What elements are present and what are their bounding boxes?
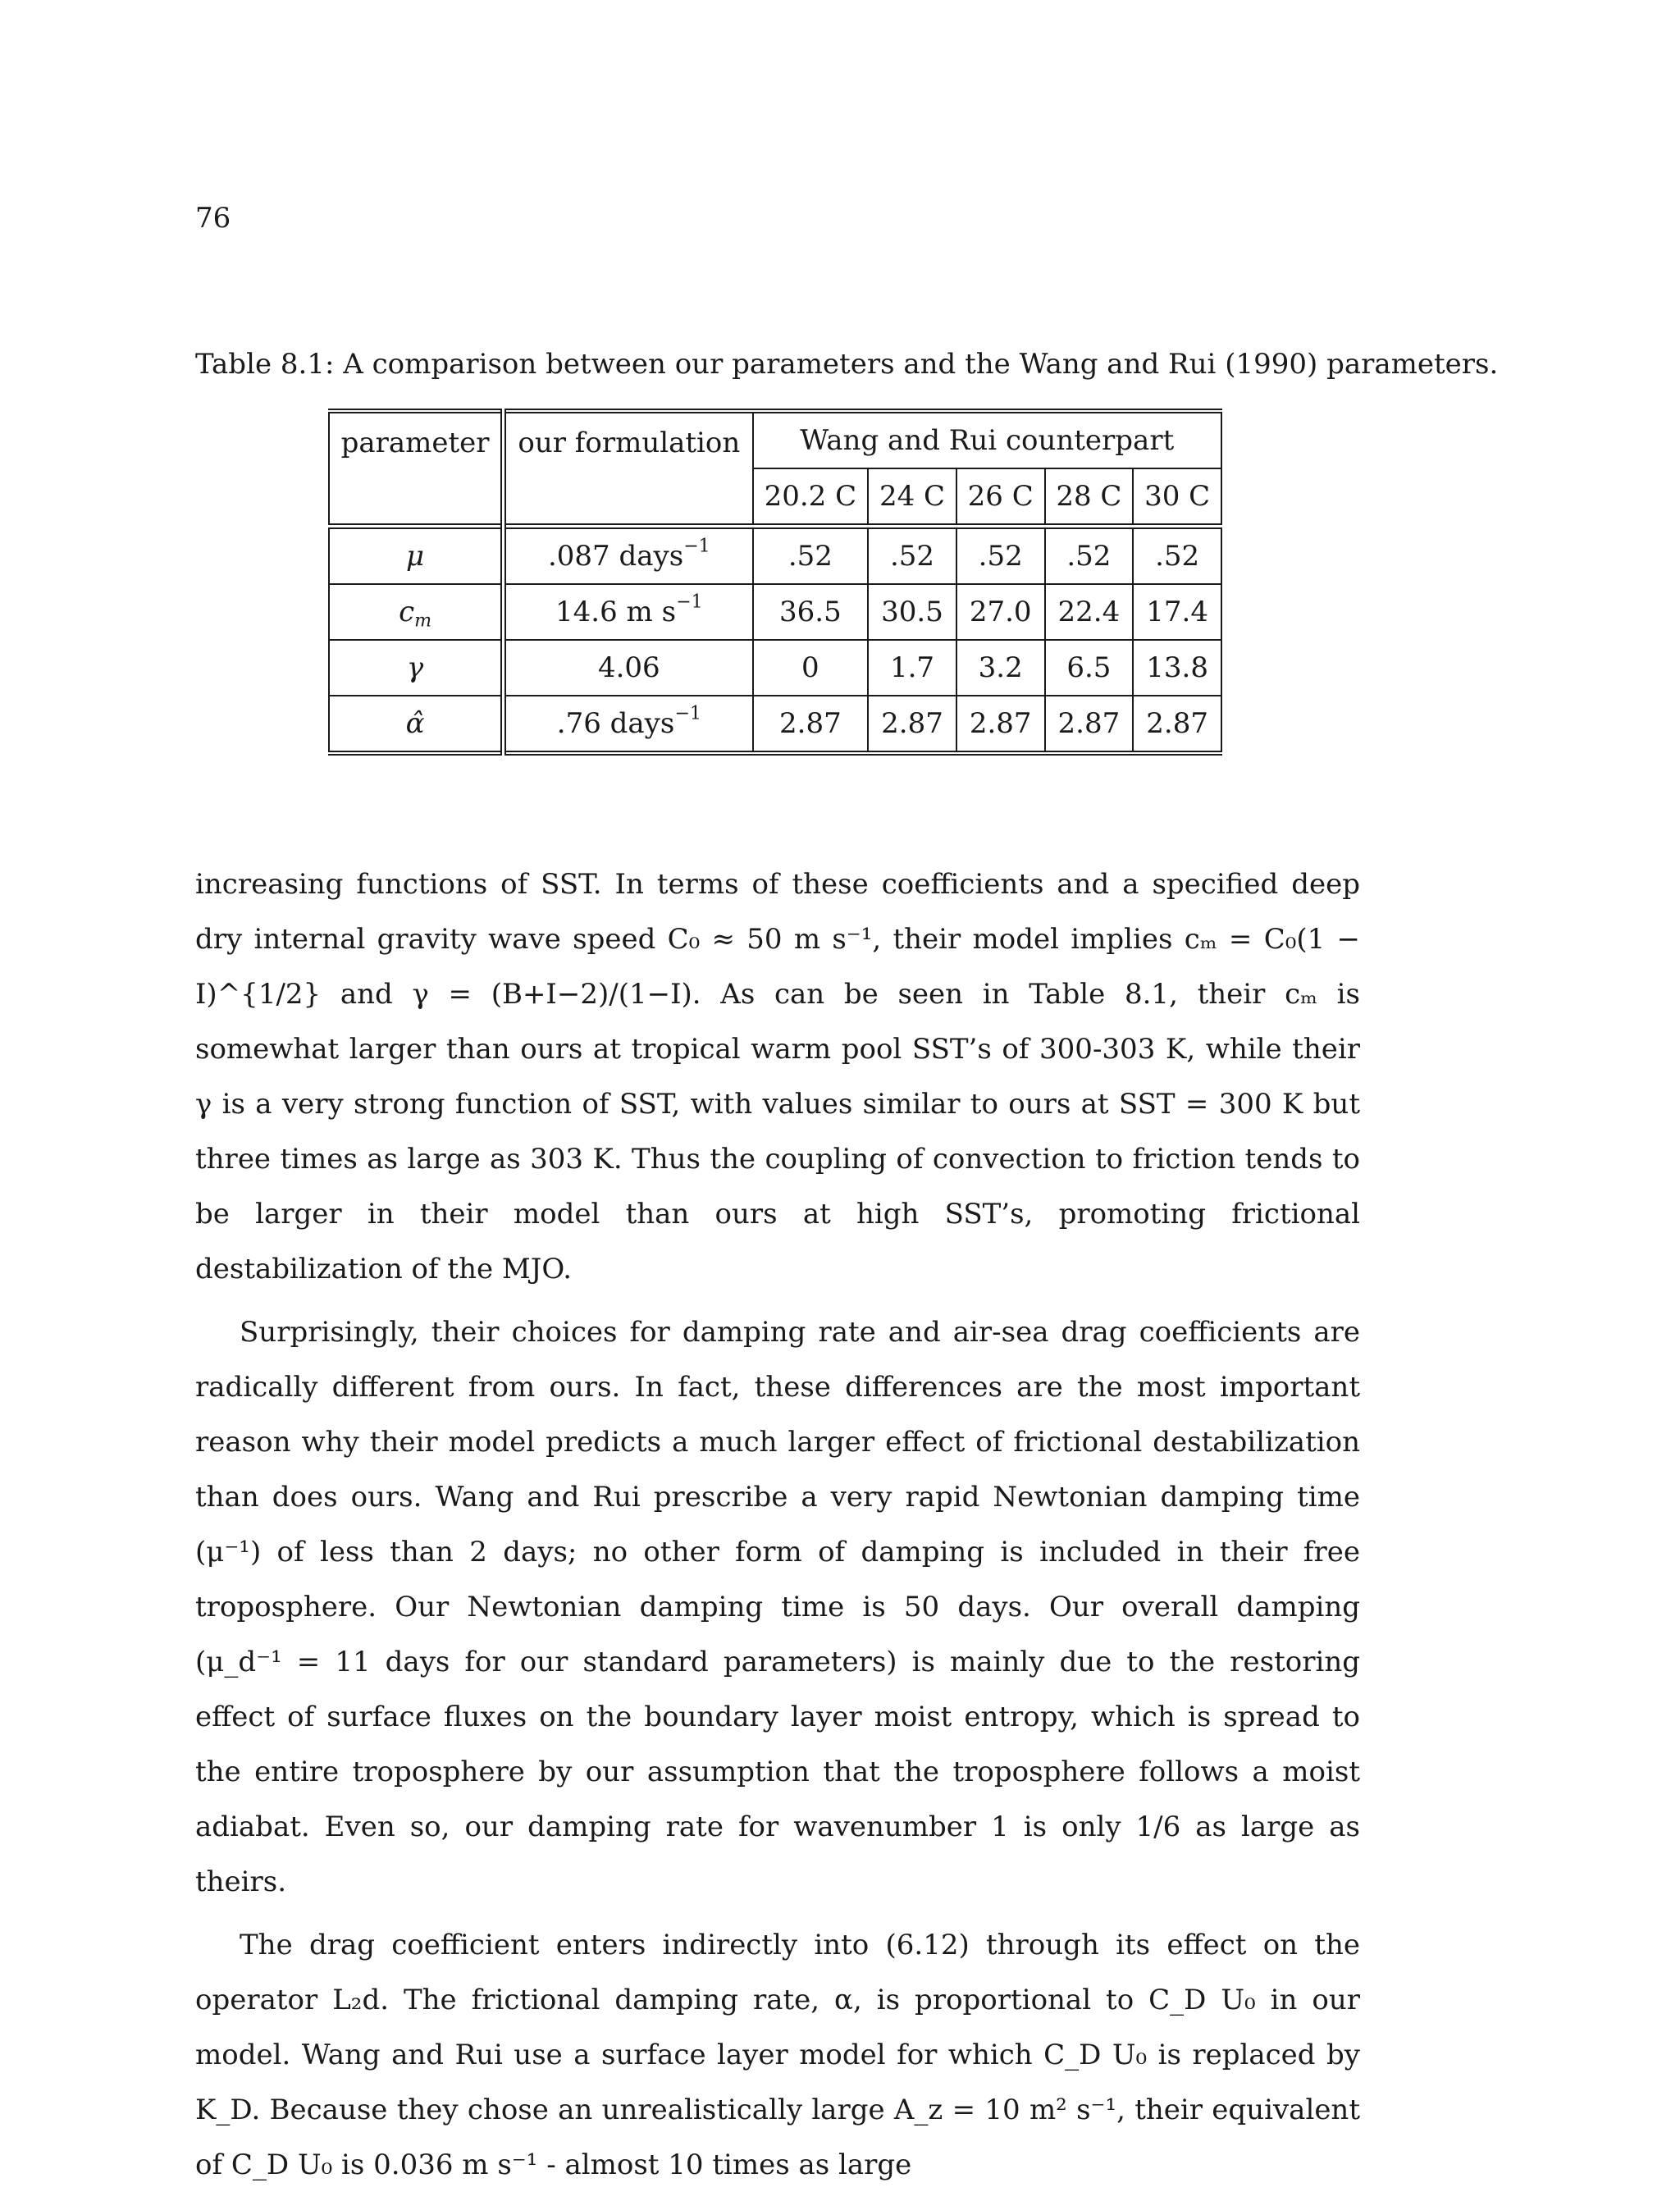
header-parameter: parameter bbox=[329, 411, 504, 527]
paragraph-2: Surprisingly, their choices for damping rate and air-sea drag coefficients are radically different from ours. In fact, these differences are the most important reason why their model predicts a much larger effect of frictional destabilization than does ours. Wang and Rui prescribe a very rapid Newtonian damping time (μ⁻¹) of less than 2 days; no other form of damping is included in their free troposphere. Our Newtonian damping time is 50 days. Our overall damping (μ_d⁻¹ = 11 days for our standard parameters) is mainly due to the restoring effect of surface fluxes on the boundary layer moist entropy, which is spread to the entire troposphere by our assumption that the troposphere follows a moist adiabat. Even so, our damping rate for wavenumber 1 is only 1/6 as large as theirs. bbox=[195, 1316, 1360, 1898]
table-cell: 27.0 bbox=[956, 584, 1045, 640]
parameter-symbol: $c_m$ bbox=[329, 584, 504, 640]
table-header-row bbox=[329, 411, 1221, 468]
our-value: .087 days$^{-1}$ bbox=[504, 527, 753, 585]
table-cell: 2.87 bbox=[868, 696, 956, 753]
paragraph-1: increasing functions of SST. In terms of these coefficients and a specified deep dry internal gravity wave speed C₀ ≈ 50 m s⁻¹, their model implies cₘ = C₀(1 − I)^{1/2} and γ = (B+I−2)/(1−I). As can be seen in Table 8.1, their cₘ is somewhat larger than ours at tropical warm pool SST’s of 300-303 K, while their γ is a very strong function of SST, with values similar to ours at SST = 300 K but three times as large as 303 K. Thus the coupling of convection to friction tends to be larger in their model than ours at high SST’s, promoting frictional destabilization of the MJO. bbox=[195, 868, 1360, 1285]
table-cell: 0 bbox=[753, 640, 869, 696]
table-cell: 2.87 bbox=[1133, 696, 1221, 753]
table-cell: 2.87 bbox=[753, 696, 869, 753]
parameter-symbol: α̂ bbox=[329, 696, 504, 753]
paragraph-3: The drag coefficient enters indirectly into (6.12) through its effect on the operator L₂d. The frictional damping rate, α, is proportional to C_D U₀ in our model. Wang and Rui use a surface layer model for which C_D U₀ is replaced by K_D. Because they chose an unrealistically large A_z = 10 m² s⁻¹, their equivalent of C_D U₀ is 0.036 m s⁻¹ - almost 10 times as large bbox=[195, 1929, 1360, 2181]
table-cell: .52 bbox=[1133, 527, 1221, 585]
header-sst: 28 C bbox=[1045, 468, 1134, 527]
our-value: 4.06 bbox=[504, 640, 753, 696]
header-sst: 26 C bbox=[956, 468, 1045, 527]
table-caption: Table 8.1: A comparison between our parameters and the Wang and Rui (1990) parameters. bbox=[195, 348, 1499, 381]
table-cell: 3.2 bbox=[956, 640, 1045, 696]
table-row bbox=[329, 696, 1221, 753]
our-value: .76 days$^{-1}$ bbox=[504, 696, 753, 753]
table-cell: .52 bbox=[753, 527, 869, 585]
parameter-symbol: μ bbox=[329, 527, 504, 585]
table-cell: 1.7 bbox=[868, 640, 956, 696]
page-number: 76 bbox=[195, 202, 231, 235]
header-sst: 24 C bbox=[868, 468, 956, 527]
parameter-comparison-table bbox=[328, 409, 1222, 756]
table-row bbox=[329, 584, 1221, 640]
body-text bbox=[195, 857, 1360, 2201]
table-cell: 30.5 bbox=[868, 584, 956, 640]
table-cell: 6.5 bbox=[1045, 640, 1134, 696]
our-value: 14.6 m $s^{-1}$ bbox=[504, 584, 753, 640]
table-row bbox=[329, 527, 1221, 585]
table-cell: 2.87 bbox=[956, 696, 1045, 753]
table-cell: 36.5 bbox=[753, 584, 869, 640]
header-our-formulation: our formulation bbox=[504, 411, 753, 527]
header-counterpart: Wang and Rui counterpart bbox=[753, 411, 1221, 468]
table-cell: 17.4 bbox=[1133, 584, 1221, 640]
header-sst: 30 C bbox=[1133, 468, 1221, 527]
table-cell: 2.87 bbox=[1045, 696, 1134, 753]
table-row bbox=[329, 640, 1221, 696]
table-cell: .52 bbox=[956, 527, 1045, 585]
table-cell: .52 bbox=[868, 527, 956, 585]
table-cell: 22.4 bbox=[1045, 584, 1134, 640]
table-cell: .52 bbox=[1045, 527, 1134, 585]
header-sst: 20.2 C bbox=[753, 468, 869, 527]
table-cell: 13.8 bbox=[1133, 640, 1221, 696]
parameter-symbol: γ bbox=[329, 640, 504, 696]
